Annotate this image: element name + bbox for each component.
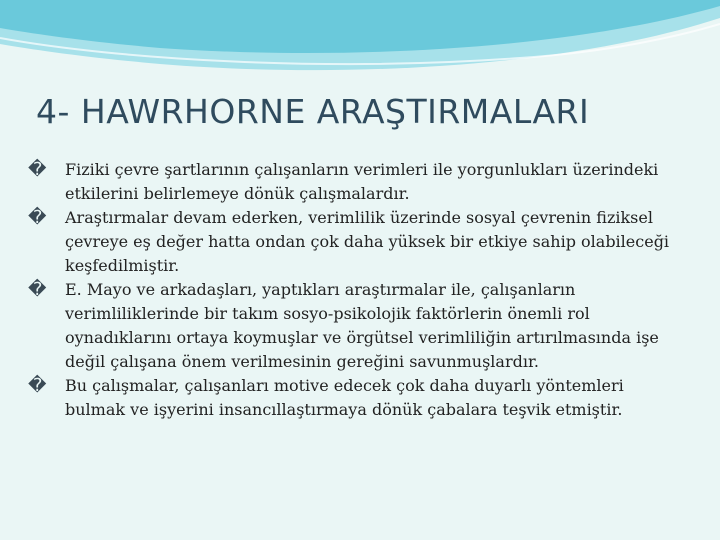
bullet-text: Bu çalışmalar, çalışanları motive edecek çok daha duyarlı yöntemleri bulmak ve işyerini insancıllaştırmaya dönük çabalara teşvik etmiştir. [65,376,624,419]
bullet-marker-icon: � [28,159,47,180]
bullet-text: Fiziki çevre şartlarının çalışanların verimleri ile yorgunlukları üzerindeki etkilerini belirlemeye dönük çalışmalardır. [65,160,659,203]
bullet-text: Araştırmalar devam ederken, verimlilik üzerinde sosyal çevrenin fiziksel çevreye eş değer hatta ondan çok daha yüksek bir etkiye sahip olabileceği keşfedilmiştir. [65,208,670,275]
wave-header-decoration [0,0,720,80]
bullet-item [28,158,688,206]
bullet-marker-icon: � [28,375,47,396]
bullet-item [28,206,688,278]
bullet-text: E. Mayo ve arkadaşları, yaptıkları araştırmalar ile, çalışanların verimliliklerinde bir takım sosyo-psikolojik faktörlerin önemli rol oynadıklarını ortaya koymuşlar ve örgütsel verimliliğin artırılmasında işe değil çalışana önem verilmesinin gereğini savunmuşlardır. [65,280,659,371]
bullet-marker-icon: � [28,207,47,228]
bullet-marker-icon: � [28,279,47,300]
bullet-list [28,158,688,422]
slide-title: 4- HAWRHORNE ARAŞTIRMALARI [36,92,590,131]
bullet-item [28,278,688,374]
bullet-item [28,374,688,422]
